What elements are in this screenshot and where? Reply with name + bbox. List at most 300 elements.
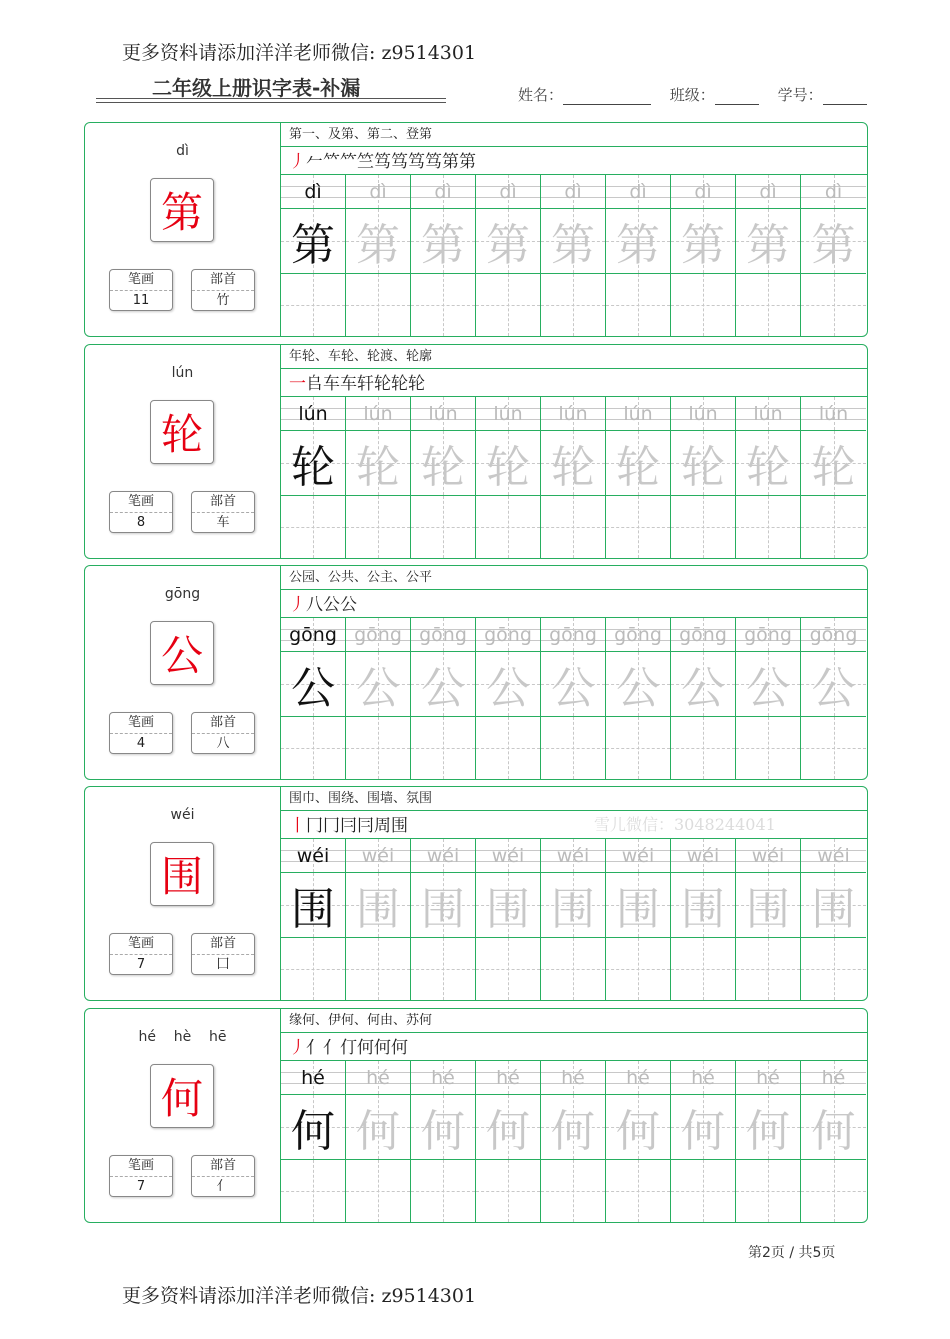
char-trace-text: 第	[486, 220, 530, 271]
char-display: 第	[150, 178, 214, 242]
pinyin-trace-text: lún	[298, 402, 328, 425]
char-trace-text: 公	[681, 663, 725, 714]
char-trace-cell[interactable]	[736, 652, 800, 717]
blank-writing-cell[interactable]	[801, 274, 866, 336]
stroke-step: 何	[374, 1037, 391, 1058]
char-trace-text: 公	[356, 663, 400, 714]
char-trace-cell[interactable]	[281, 209, 345, 274]
stroke-step: 冂	[306, 815, 323, 836]
pinyin-trace-cell[interactable]	[346, 175, 410, 209]
pinyin-trace-cell[interactable]	[541, 839, 605, 873]
radical-box	[191, 491, 255, 533]
pinyin-trace-text: dì	[824, 180, 843, 203]
radical-value: 亻	[216, 1179, 230, 1194]
char-trace-cell[interactable]	[411, 1095, 475, 1160]
character-card	[84, 1008, 868, 1223]
char-trace-cell[interactable]	[606, 209, 670, 274]
word-examples: 年轮、车轮、轮渡、轮廓	[281, 345, 867, 369]
practice-panel	[281, 787, 867, 1000]
char-trace-text: 公	[746, 663, 790, 714]
pinyin-trace-text: dì	[759, 180, 777, 203]
pinyin-trace-cell[interactable]	[606, 175, 670, 209]
char-trace-text: 第	[356, 220, 400, 271]
blank-writing-cell[interactable]	[281, 496, 345, 558]
page-title: 二年级上册识字表-补漏	[152, 76, 361, 100]
pinyin-trace-cell[interactable]	[281, 618, 345, 652]
pinyin-trace-text: dì	[369, 180, 387, 203]
stroke-step: 轮	[408, 373, 425, 394]
char-trace-cell[interactable]	[346, 652, 410, 717]
blank-writing-cell[interactable]	[476, 496, 540, 558]
char-trace-cell[interactable]	[736, 431, 800, 496]
char-trace-cell[interactable]	[541, 652, 605, 717]
pinyin-trace-text: hé	[756, 1066, 780, 1089]
char-trace-text: 何	[356, 1106, 400, 1157]
card-info-panel	[85, 1009, 281, 1222]
pinyin-trace-cell[interactable]	[281, 1061, 345, 1095]
stroke-order	[281, 369, 867, 397]
blank-writing-cell[interactable]	[476, 717, 540, 779]
char-trace-text: 轮	[746, 442, 790, 493]
pinyin-trace-cell[interactable]	[606, 1061, 670, 1095]
pinyin-trace-text: dì	[564, 180, 582, 203]
blank-writing-cell[interactable]	[346, 1160, 410, 1222]
practice-column	[801, 175, 866, 336]
promo-text-bottom: 更多资料请添加洋洋老师微信: z9514301	[122, 1285, 477, 1307]
char-trace-cell[interactable]	[541, 1095, 605, 1160]
pinyin-trace-text: wéi	[751, 844, 785, 867]
radical-box	[191, 1155, 255, 1197]
char-trace-cell[interactable]	[346, 1095, 410, 1160]
char-trace-cell[interactable]	[736, 209, 800, 274]
card-info-panel	[85, 345, 281, 558]
pinyin-trace-text: gōng	[289, 623, 337, 646]
practice-column	[671, 1061, 736, 1222]
char-trace-text: 轮	[551, 442, 595, 493]
char-trace-cell[interactable]	[671, 431, 735, 496]
char-trace-cell[interactable]	[671, 1095, 735, 1160]
pinyin-trace-text: dì	[694, 180, 712, 203]
radical-value: 车	[216, 515, 230, 530]
char-trace-cell[interactable]	[671, 652, 735, 717]
pinyin-trace-cell[interactable]	[736, 618, 800, 652]
pinyin-trace-text: gōng	[679, 623, 727, 646]
pinyin-trace-cell[interactable]	[476, 397, 540, 431]
stroke-order	[281, 811, 867, 839]
char-pinyin: wéi	[170, 807, 195, 823]
radical-value: 八	[216, 736, 230, 751]
class-field[interactable]	[715, 88, 759, 105]
char-trace-cell[interactable]	[281, 873, 345, 938]
pinyin-trace-cell[interactable]	[476, 618, 540, 652]
radical-value: 囗	[216, 957, 230, 972]
practice-column	[606, 618, 671, 779]
char-trace-cell[interactable]	[541, 209, 605, 274]
practice-panel	[281, 566, 867, 779]
blank-writing-cell[interactable]	[411, 938, 475, 1000]
stroke-step: 笃	[425, 151, 442, 172]
char-pinyin: dì	[176, 143, 189, 159]
strokes-box	[109, 933, 173, 975]
radical-label: 部首	[192, 270, 254, 291]
char-trace-text: 轮	[291, 442, 335, 493]
stroke-step: 何	[357, 1037, 374, 1058]
pinyin-trace-text: wéi	[491, 844, 525, 867]
pinyin-trace-text: wéi	[817, 844, 850, 867]
practice-column	[281, 397, 346, 558]
blank-writing-cell[interactable]	[541, 938, 605, 1000]
pinyin-trace-cell[interactable]	[411, 397, 475, 431]
pinyin-trace-text: lún	[753, 402, 783, 425]
blank-writing-cell[interactable]	[606, 274, 670, 336]
pinyin-trace-cell[interactable]	[346, 397, 410, 431]
blank-writing-cell[interactable]	[476, 938, 540, 1000]
practice-column	[801, 397, 866, 558]
blank-writing-cell[interactable]	[281, 274, 345, 336]
char-trace-cell[interactable]	[541, 873, 605, 938]
title-underline	[96, 102, 446, 103]
practice-column	[281, 1061, 346, 1222]
char-pinyin: lún	[171, 365, 194, 381]
blank-writing-cell[interactable]	[671, 274, 735, 336]
blank-writing-cell[interactable]	[281, 717, 345, 779]
char-trace-cell[interactable]	[671, 873, 735, 938]
pinyin-trace-cell[interactable]	[801, 397, 866, 431]
blank-writing-cell[interactable]	[736, 1160, 800, 1222]
pinyin-trace-cell[interactable]	[801, 839, 866, 873]
pinyin-trace-text: hé	[626, 1066, 650, 1089]
stroke-step: 笃	[391, 151, 408, 172]
pinyin-trace-text: lún	[428, 402, 458, 425]
char-trace-cell[interactable]	[541, 431, 605, 496]
pinyin-trace-cell[interactable]	[346, 618, 410, 652]
blank-writing-cell[interactable]	[346, 496, 410, 558]
practice-grid	[281, 839, 867, 1000]
stroke-step: 丿	[289, 594, 306, 615]
char-pinyin: gōng	[164, 586, 201, 602]
stroke-step: 轮	[374, 373, 391, 394]
strokes-box	[109, 712, 173, 754]
char-trace-cell[interactable]	[411, 873, 475, 938]
blank-writing-cell[interactable]	[671, 496, 735, 558]
pinyin-trace-text: dì	[434, 180, 452, 203]
pinyin-trace-cell[interactable]	[671, 618, 735, 652]
practice-column	[801, 839, 866, 1000]
stroke-order	[281, 1033, 867, 1061]
char-trace-text: 公	[421, 663, 465, 714]
pinyin-trace-text: dì	[499, 180, 517, 203]
radical-box	[191, 933, 255, 975]
blank-writing-cell[interactable]	[671, 938, 735, 1000]
stroke-order	[281, 590, 867, 618]
name-field[interactable]	[563, 88, 651, 105]
pinyin-trace-cell[interactable]	[541, 1061, 605, 1095]
char-trace-cell[interactable]	[281, 1095, 345, 1160]
char-trace-cell[interactable]	[606, 652, 670, 717]
name-label: 姓名：	[518, 86, 564, 104]
pinyin-trace-cell[interactable]	[671, 397, 735, 431]
number-field[interactable]	[823, 88, 867, 105]
blank-writing-cell[interactable]	[606, 938, 670, 1000]
pinyin-trace-cell[interactable]	[801, 1061, 866, 1095]
stroke-step: 𥫗	[323, 151, 340, 172]
blank-writing-cell[interactable]	[346, 717, 410, 779]
number-label: 学号：	[777, 86, 823, 104]
blank-writing-cell[interactable]	[801, 496, 866, 558]
practice-column	[671, 839, 736, 1000]
stroke-step: 车	[340, 373, 357, 394]
pinyin-trace-text: wéi	[361, 844, 395, 867]
radical-box	[191, 269, 255, 311]
blank-writing-cell[interactable]	[541, 274, 605, 336]
char-trace-cell[interactable]	[346, 431, 410, 496]
pinyin-trace-cell[interactable]	[671, 175, 735, 209]
practice-column	[671, 397, 736, 558]
blank-writing-cell[interactable]	[736, 717, 800, 779]
pinyin-trace-cell[interactable]	[801, 175, 866, 209]
practice-column	[671, 175, 736, 336]
char-trace-cell[interactable]	[411, 652, 475, 717]
char-trace-cell[interactable]	[801, 652, 866, 717]
char-trace-cell[interactable]	[801, 1095, 866, 1160]
blank-writing-cell[interactable]	[281, 938, 345, 1000]
practice-column	[281, 175, 346, 336]
strokes-box	[109, 269, 173, 311]
char-trace-cell[interactable]	[736, 1095, 800, 1160]
character-card	[84, 565, 868, 780]
radical-label: 部首	[192, 1156, 254, 1177]
pinyin-trace-cell[interactable]	[476, 175, 540, 209]
practice-column	[606, 839, 671, 1000]
pinyin-trace-text: hé	[561, 1066, 585, 1089]
practice-column	[736, 1061, 801, 1222]
pinyin-trace-cell[interactable]	[736, 397, 800, 431]
char-trace-cell[interactable]	[801, 873, 866, 938]
char-trace-text: 围	[746, 884, 790, 935]
stroke-step: 竺	[357, 151, 374, 172]
radical-box	[191, 712, 255, 754]
pinyin-trace-text: hé	[431, 1066, 455, 1089]
pinyin-trace-text: lún	[818, 402, 849, 425]
pinyin-trace-text: lún	[493, 402, 523, 425]
blank-writing-cell[interactable]	[736, 938, 800, 1000]
char-trace-cell[interactable]	[476, 209, 540, 274]
pinyin-trace-text: lún	[688, 402, 718, 425]
card-info-panel	[85, 787, 281, 1000]
char-trace-text: 公	[486, 663, 530, 714]
pinyin-trace-cell[interactable]	[671, 1061, 735, 1095]
char-trace-text: 公	[291, 663, 335, 714]
blank-writing-cell[interactable]	[541, 496, 605, 558]
pinyin-trace-cell[interactable]	[411, 175, 475, 209]
blank-writing-cell[interactable]	[801, 1160, 866, 1222]
word-examples: 围巾、围绕、围墙、氛围	[281, 787, 867, 811]
practice-column	[736, 175, 801, 336]
blank-writing-cell[interactable]	[346, 274, 410, 336]
char-trace-text: 围	[681, 884, 725, 935]
practice-column	[281, 618, 346, 779]
pinyin-trace-text: wéi	[621, 844, 655, 867]
stroke-step: 周	[374, 815, 391, 836]
char-trace-cell[interactable]	[801, 431, 866, 496]
pinyin-trace-cell[interactable]	[736, 175, 800, 209]
stroke-step: 公	[340, 594, 357, 615]
pinyin-trace-cell[interactable]	[411, 618, 475, 652]
blank-writing-cell[interactable]	[671, 1160, 735, 1222]
char-trace-text: 轮	[811, 442, 856, 493]
practice-column	[801, 618, 866, 779]
char-trace-cell[interactable]	[281, 652, 345, 717]
pinyin-trace-text: wéi	[556, 844, 590, 867]
char-trace-cell[interactable]	[411, 431, 475, 496]
stroke-step: 亻	[306, 1037, 323, 1058]
strokes-label: 笔画	[110, 492, 172, 513]
char-trace-text: 第	[681, 220, 725, 271]
practice-grid	[281, 397, 867, 558]
char-trace-cell[interactable]	[281, 431, 345, 496]
practice-column	[606, 1061, 671, 1222]
practice-column	[476, 397, 541, 558]
char-trace-cell[interactable]	[606, 1095, 670, 1160]
title-underline	[96, 98, 446, 99]
pinyin-trace-text: lún	[363, 402, 393, 425]
char-pinyin: hé hè hē	[138, 1029, 227, 1045]
practice-column	[541, 1061, 606, 1222]
stroke-step: 公	[323, 594, 340, 615]
practice-column	[541, 839, 606, 1000]
char-display: 公	[150, 621, 214, 685]
practice-column	[541, 397, 606, 558]
strokes-label: 笔画	[110, 713, 172, 734]
card-info-panel	[85, 123, 281, 336]
character-card	[84, 344, 868, 559]
practice-column	[411, 839, 476, 1000]
pinyin-trace-cell[interactable]	[411, 1061, 475, 1095]
char-trace-cell[interactable]	[801, 209, 866, 274]
char-trace-text: 何	[421, 1106, 465, 1157]
stroke-step: 笃	[408, 151, 425, 172]
pinyin-trace-cell[interactable]	[541, 618, 605, 652]
char-trace-cell[interactable]	[476, 873, 540, 938]
blank-writing-cell[interactable]	[736, 274, 800, 336]
blank-writing-cell[interactable]	[606, 1160, 670, 1222]
stroke-step: 车	[323, 373, 340, 394]
char-trace-text: 轮	[356, 442, 400, 493]
blank-writing-cell[interactable]	[411, 274, 475, 336]
pinyin-trace-text: dì	[629, 180, 647, 203]
practice-column	[736, 618, 801, 779]
practice-column	[411, 618, 476, 779]
strokes-box	[109, 1155, 173, 1197]
stroke-step: 何	[391, 1037, 408, 1058]
pinyin-trace-cell[interactable]	[476, 839, 540, 873]
practice-column	[671, 618, 736, 779]
char-trace-cell[interactable]	[346, 209, 410, 274]
blank-writing-cell[interactable]	[801, 717, 866, 779]
pinyin-trace-cell[interactable]	[736, 1061, 800, 1095]
char-trace-text: 轮	[486, 442, 530, 493]
char-trace-cell[interactable]	[476, 1095, 540, 1160]
stroke-step: 𠂉	[306, 151, 323, 172]
char-trace-text: 何	[746, 1106, 790, 1157]
pinyin-trace-cell[interactable]	[671, 839, 735, 873]
char-trace-cell[interactable]	[346, 873, 410, 938]
char-trace-text: 何	[551, 1106, 595, 1157]
blank-writing-cell[interactable]	[801, 938, 866, 1000]
char-trace-text: 第	[746, 220, 790, 271]
pinyin-trace-cell[interactable]	[281, 397, 345, 431]
pinyin-trace-cell[interactable]	[606, 397, 670, 431]
pinyin-trace-cell[interactable]	[346, 1061, 410, 1095]
char-trace-text: 公	[811, 663, 856, 714]
blank-writing-cell[interactable]	[606, 496, 670, 558]
char-trace-cell[interactable]	[606, 431, 670, 496]
char-trace-text: 围	[421, 884, 465, 935]
blank-writing-cell[interactable]	[411, 496, 475, 558]
stroke-step: 丿	[289, 1037, 306, 1058]
page-number: 第2页 / 共5页	[748, 1245, 836, 1261]
radical-label: 部首	[192, 713, 254, 734]
pinyin-trace-text: lún	[558, 402, 588, 425]
practice-column	[346, 839, 411, 1000]
stroke-step: 第	[442, 151, 459, 172]
pinyin-trace-cell[interactable]	[541, 175, 605, 209]
pinyin-trace-text: hé	[821, 1066, 846, 1089]
char-trace-cell[interactable]	[671, 209, 735, 274]
pinyin-trace-cell[interactable]	[606, 618, 670, 652]
blank-writing-cell[interactable]	[541, 1160, 605, 1222]
pinyin-trace-cell[interactable]	[476, 1061, 540, 1095]
strokes-label: 笔画	[110, 270, 172, 291]
pinyin-trace-cell[interactable]	[281, 175, 345, 209]
pinyin-trace-cell[interactable]	[411, 839, 475, 873]
blank-writing-cell[interactable]	[671, 717, 735, 779]
char-trace-cell[interactable]	[411, 209, 475, 274]
char-trace-text: 围	[356, 884, 400, 935]
pinyin-trace-cell[interactable]	[606, 839, 670, 873]
pinyin-trace-text: hé	[366, 1066, 390, 1089]
blank-writing-cell[interactable]	[541, 717, 605, 779]
practice-column	[476, 618, 541, 779]
char-trace-text: 围	[616, 884, 660, 935]
pinyin-trace-cell[interactable]	[541, 397, 605, 431]
blank-writing-cell[interactable]	[476, 274, 540, 336]
char-trace-cell[interactable]	[606, 873, 670, 938]
pinyin-trace-cell[interactable]	[281, 839, 345, 873]
stroke-step: 冃	[357, 815, 374, 836]
practice-column	[476, 1061, 541, 1222]
practice-column	[736, 839, 801, 1000]
blank-writing-cell[interactable]	[346, 938, 410, 1000]
blank-writing-cell[interactable]	[411, 717, 475, 779]
pinyin-trace-text: gōng	[419, 623, 467, 646]
char-trace-cell[interactable]	[476, 431, 540, 496]
pinyin-trace-cell[interactable]	[801, 618, 866, 652]
char-trace-text: 围	[486, 884, 530, 935]
blank-writing-cell[interactable]	[281, 1160, 345, 1222]
char-trace-text: 何	[486, 1106, 530, 1157]
radical-value: 竹	[216, 293, 230, 308]
blank-writing-cell[interactable]	[736, 496, 800, 558]
pinyin-trace-cell[interactable]	[346, 839, 410, 873]
blank-writing-cell[interactable]	[606, 717, 670, 779]
blank-writing-cell[interactable]	[476, 1160, 540, 1222]
pinyin-trace-cell[interactable]	[736, 839, 800, 873]
stroke-step: 𥫗	[340, 151, 357, 172]
char-trace-cell[interactable]	[736, 873, 800, 938]
blank-writing-cell[interactable]	[411, 1160, 475, 1222]
char-trace-cell[interactable]	[476, 652, 540, 717]
